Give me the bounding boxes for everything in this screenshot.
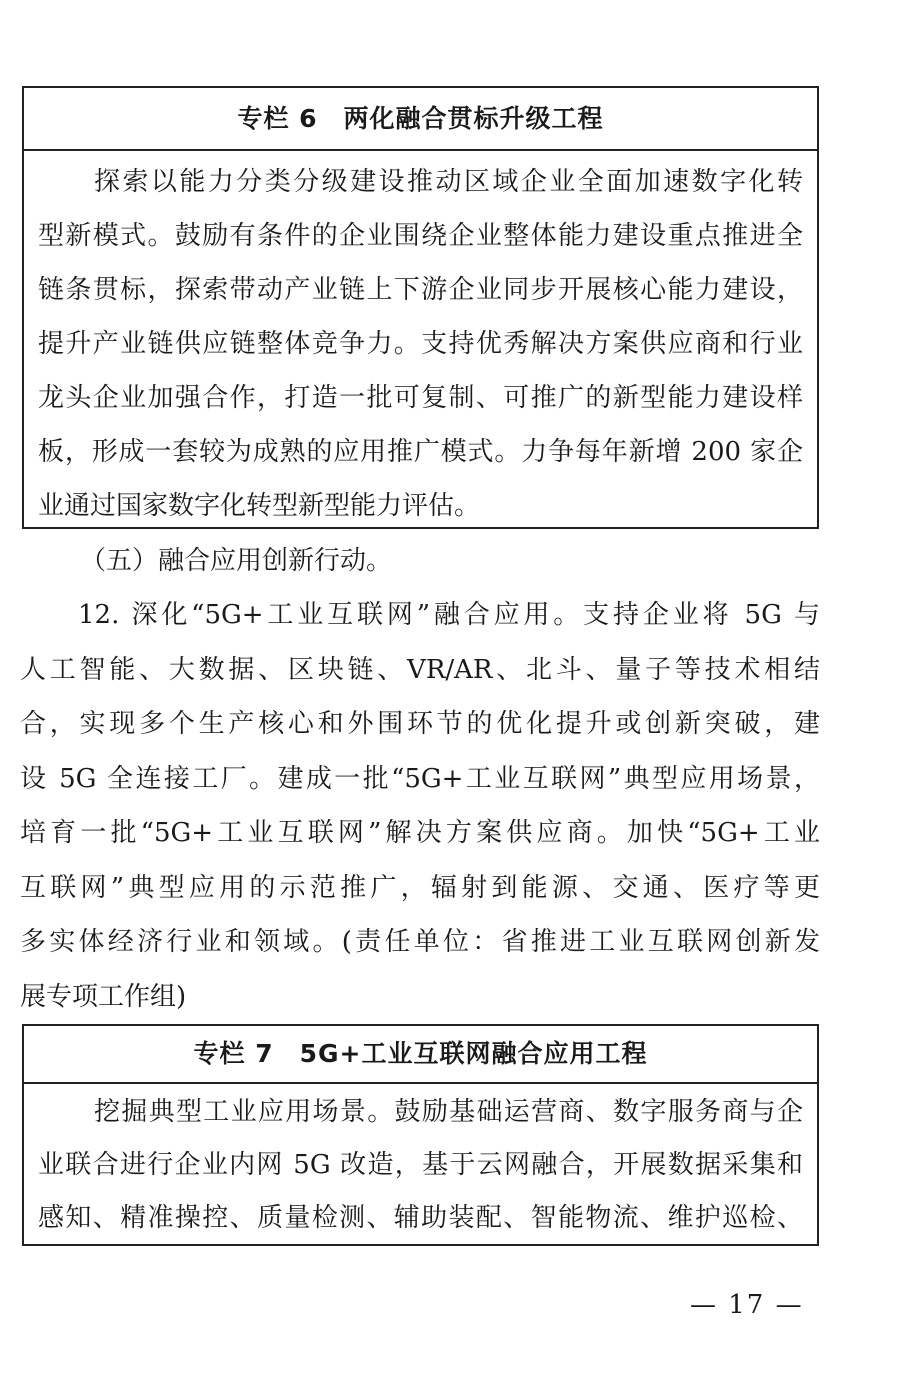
paragraph-line: 设 5G 全连接工厂。建成一批“5G+工业互联网”典型应用场景， xyxy=(20,763,820,794)
column-box-6-line: 板，形成一套较为成熟的应用推广模式。力争每年新增 200 家企 xyxy=(38,437,803,467)
column-box-6-line: 业通过国家数字化转型新型能力评估。 xyxy=(38,491,481,521)
column-box-6-line: 龙头企业加强合作，打造一批可复制、可推广的新型能力建设样 xyxy=(38,383,803,413)
column-box-6-line: 提升产业链供应链整体竞争力。支持优秀解决方案供应商和行业 xyxy=(38,329,803,359)
column-box-6-line: 型新模式。鼓励有条件的企业围绕企业整体能力建设重点推进全 xyxy=(38,221,803,251)
column-box-7-title: 专栏 7 5G+工业互联网融合应用工程 xyxy=(24,1026,817,1084)
page-number: — 17 — xyxy=(690,1290,804,1320)
paragraph-12 xyxy=(20,588,820,1024)
paragraph-line: 合，实现多个生产核心和外围环节的优化提升或创新突破，建 xyxy=(20,709,820,739)
column-box-7-line: 感知、精准操控、质量检测、辅助装配、智能物流、维护巡检、 xyxy=(38,1203,803,1233)
column-box-6-title: 专栏 6 两化融合贯标升级工程 xyxy=(24,88,817,151)
paragraph-line: 培育一批“5G+工业互联网”解决方案供应商。加快“5G+工业 xyxy=(20,818,820,848)
column-box-7-body xyxy=(24,1084,817,1245)
column-box-6-line: 链条贯标，探索带动产业链上下游企业同步开展核心能力建设， xyxy=(38,275,803,305)
section-heading: （五）融合应用创新行动。 xyxy=(80,546,393,576)
paragraph-line: 展专项工作组) xyxy=(20,981,187,1012)
paragraph-line: 12. 深化“5G+工业互联网”融合应用。支持企业将 5G 与 xyxy=(78,600,820,630)
column-box-7-line: 挖掘典型工业应用场景。鼓励基础运营商、数字服务商与企 xyxy=(94,1097,803,1127)
column-box-6-body xyxy=(24,151,817,533)
paragraph-line: 多实体经济行业和领域。(责任单位：省推进工业互联网创新发 xyxy=(20,927,820,957)
column-box-6-line: 探索以能力分类分级建设推动区域企业全面加速数字化转 xyxy=(94,167,803,197)
column-box-7 xyxy=(22,1024,819,1246)
column-box-6 xyxy=(22,86,819,529)
paragraph-line: 人工智能、大数据、区块链、VR/AR、北斗、量子等技术相结 xyxy=(20,654,820,685)
column-box-7-line: 业联合进行企业内网 5G 改造，基于云网融合，开展数据采集和 xyxy=(38,1150,803,1180)
paragraph-line: 互联网”典型应用的示范推广，辐射到能源、交通、医疗等更 xyxy=(20,872,820,903)
